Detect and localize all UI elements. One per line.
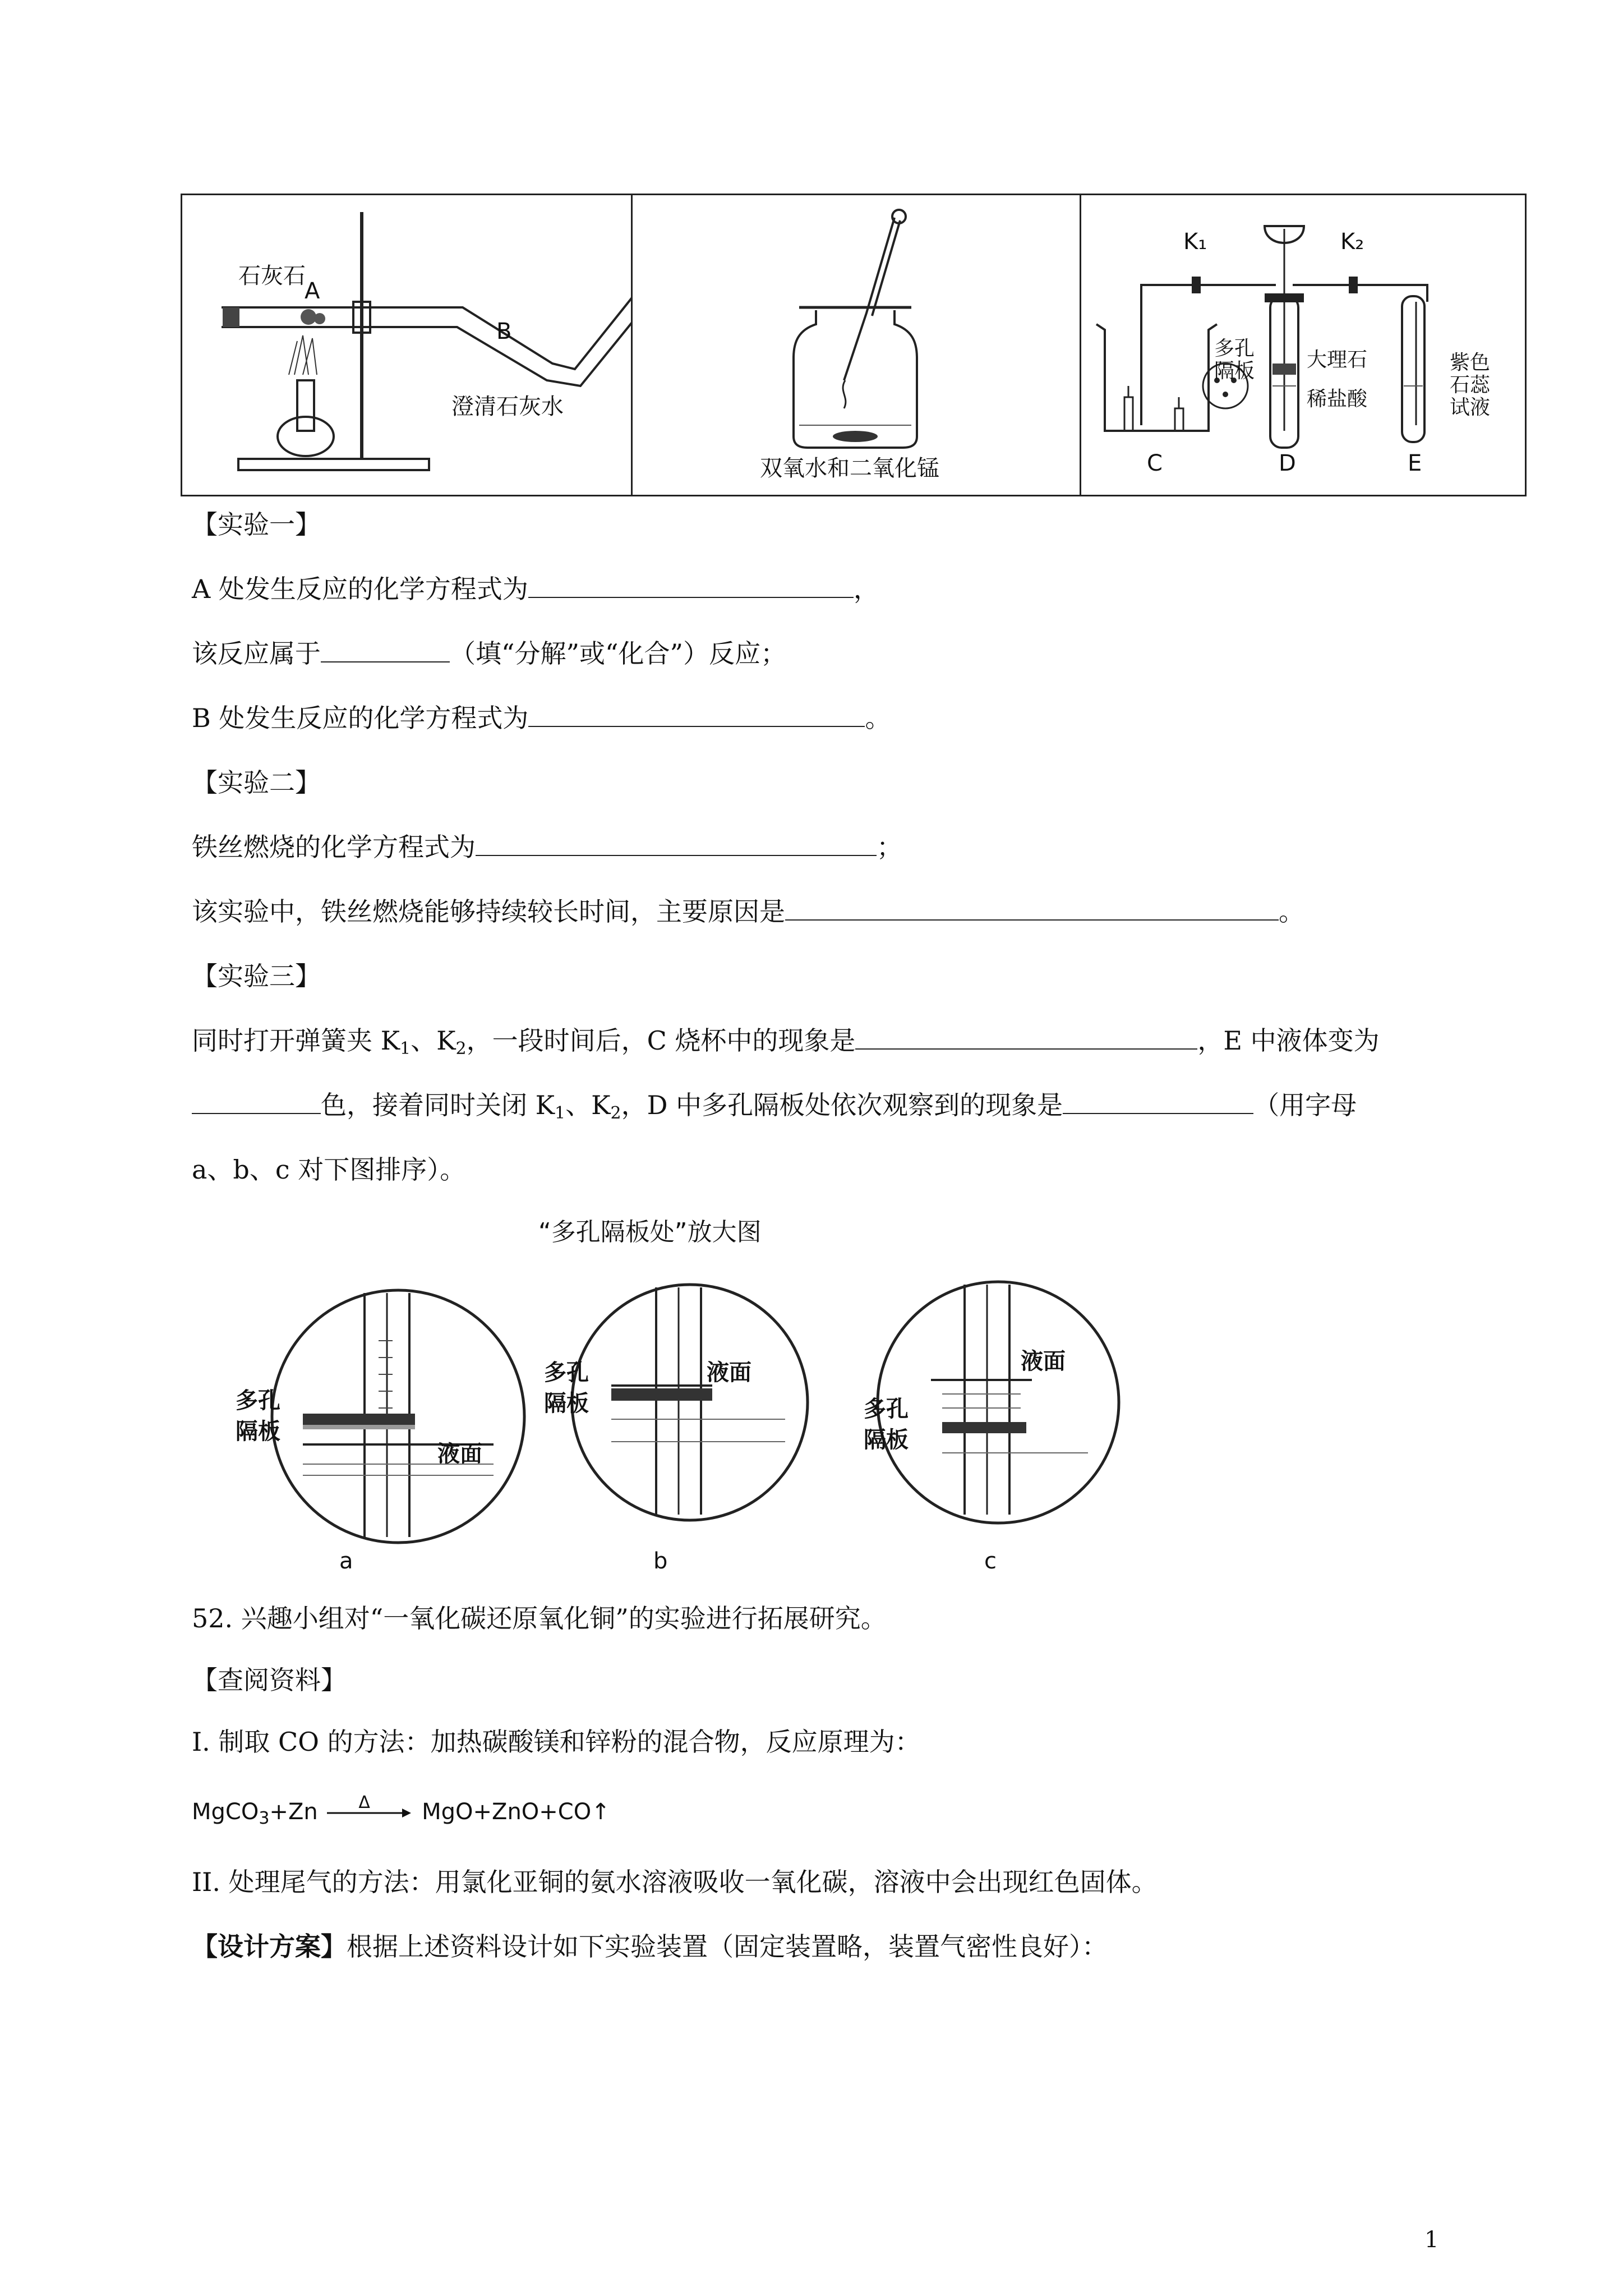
subscript: 1 [400, 1039, 411, 1059]
answer-blank[interactable] [1063, 1088, 1253, 1114]
q52-ref-heading: 【查阅资料】 [192, 1665, 347, 1695]
label-K2: K₂ [1340, 229, 1364, 255]
design-text: 根据上述资料设计如下实验装置（固定装置略，装置气密性良好）： [347, 1931, 1108, 1962]
co2-generation-apparatus [1080, 195, 1525, 495]
magnified-view-c [852, 1273, 1189, 1574]
q52-item-i: I. 制取 CO 的方法：加热碳酸镁和锌粉的混合物，反应原理为： [192, 1727, 921, 1757]
exp1-q3-punct: 。 [865, 703, 891, 733]
label-liquid-a: 液面 [437, 1441, 482, 1467]
text: 、K [565, 1090, 611, 1120]
equation-products: MgO+ZnO+CO↑ [422, 1799, 610, 1825]
label-porous-b-1: 多孔 [544, 1360, 589, 1386]
subscript: 3 [259, 1809, 270, 1828]
label-dilute-hcl: 稀盐酸 [1307, 388, 1368, 411]
exp1-q3-text: B 处发生反应的化学方程式为 [192, 703, 529, 733]
text: 同时打开弹簧夹 K [192, 1025, 400, 1056]
figure-panel-exp2 [631, 195, 1081, 495]
label-E: E [1408, 450, 1422, 476]
reaction-arrow [325, 1793, 414, 1824]
answer-blank[interactable] [855, 1024, 1197, 1050]
page-number: 1 [1424, 2227, 1439, 2253]
letter-c: c [984, 1548, 997, 1574]
exp2-q1 [192, 830, 902, 864]
text: ，E 中液体变为 [1197, 1025, 1380, 1056]
label-porous-c-2: 隔板 [864, 1427, 909, 1453]
answer-blank[interactable] [476, 830, 877, 856]
label-limewater: 澄清石灰水 [451, 394, 564, 420]
label-marble: 大理石 [1307, 348, 1368, 371]
subscript: 2 [610, 1103, 621, 1123]
label-liquid-b: 液面 [707, 1360, 751, 1386]
answer-blank[interactable] [528, 572, 854, 598]
iron-wire-burning-apparatus [631, 195, 1080, 495]
label-porous-b-2: 隔板 [544, 1391, 589, 1416]
exp3-line2 [192, 1088, 1357, 1130]
magnified-figure-title: “多孔隔板处”放大图 [538, 1218, 762, 1246]
answer-blank[interactable] [528, 701, 865, 727]
answer-blank[interactable] [785, 895, 1279, 921]
magnified-view-a [224, 1273, 572, 1574]
equation-reactant-2: +Zn [269, 1799, 318, 1825]
text: 、K [411, 1025, 456, 1056]
exp1-q1-punct: ， [853, 574, 879, 604]
text: ，一段时间后，C 烧杯中的现象是 [466, 1025, 856, 1056]
exp1-q2-text: 该反应属于 [192, 638, 321, 669]
porous-plate-diagram-b [538, 1273, 852, 1565]
exp2-q1-punct: ； [877, 832, 902, 862]
equation-reactant: MgCO [192, 1799, 259, 1825]
label-porous-a-1: 多孔 [236, 1388, 280, 1414]
exp1-q3 [192, 701, 891, 735]
label-h2o2-mno2: 双氧水和二氧化锰 [760, 455, 939, 481]
answer-blank[interactable] [321, 637, 450, 662]
heat-condition: Δ [358, 1793, 370, 1812]
label-litmus-3: 试液 [1450, 396, 1491, 419]
subscript: 2 [455, 1039, 467, 1059]
exp1-q1 [192, 572, 879, 606]
exp1-heading: 【实验一】 [192, 509, 321, 540]
text: （用字母 [1253, 1090, 1357, 1120]
arrow-icon [325, 1802, 414, 1824]
label-porous-plate-2: 隔板 [1214, 360, 1255, 383]
reaction-equation [192, 1795, 610, 1835]
magnified-view-b [538, 1273, 852, 1574]
exp3-line1 [192, 1024, 1380, 1066]
letter-a: a [339, 1548, 353, 1574]
answer-blank[interactable] [192, 1088, 321, 1114]
text: ，D 中多孔隔板处依次观察到的现象是 [621, 1090, 1063, 1120]
exp2-q2 [192, 895, 1304, 928]
label-K1: K₁ [1183, 229, 1207, 255]
label-litmus-1: 紫色 [1450, 351, 1491, 374]
subscript: 1 [555, 1103, 566, 1123]
exp2-heading: 【实验二】 [192, 767, 321, 798]
exp1-q2-tail: （填“分解”或“化合”）反应； [450, 638, 787, 669]
label-limestone: 石灰石 [238, 263, 306, 289]
label-porous-c-1: 多孔 [864, 1396, 909, 1422]
label-litmus-2: 石蕊 [1450, 374, 1491, 397]
figure-panel-exp3 [1080, 195, 1525, 495]
label-porous-plate-1: 多孔 [1214, 337, 1255, 360]
figure-panel-exp1 [182, 195, 633, 495]
label-liquid-c: 液面 [1021, 1349, 1066, 1374]
exp2-q1-text: 铁丝燃烧的化学方程式为 [192, 832, 476, 862]
exp2-q2-text: 该实验中，铁丝燃烧能够持续较长时间，主要原因是 [192, 896, 785, 927]
q52-design [192, 1930, 1108, 1963]
exp1-q2 [192, 637, 786, 670]
design-heading: 【设计方案】 [192, 1931, 347, 1962]
exp3-line3: a、b、c 对下图排序）。 [192, 1154, 466, 1185]
label-D: D [1279, 450, 1296, 476]
exp1-q1-text: A 处发生反应的化学方程式为 [192, 574, 528, 604]
label-porous-a-2: 隔板 [236, 1419, 280, 1444]
label-A: A [305, 278, 320, 304]
label-B: B [496, 319, 512, 344]
q52-item-ii: II. 处理尾气的方法：用氯化亚铜的氨水溶液吸收一氧化碳，溶液中会出现红色固体。 [192, 1867, 1158, 1897]
letter-b: b [653, 1548, 668, 1574]
exp2-q2-punct: 。 [1279, 896, 1304, 927]
q52-title: 52. 兴趣小组对“一氧化碳还原氧化铜”的实验进行拓展研究。 [192, 1603, 887, 1634]
label-C: C [1147, 450, 1163, 476]
exp3-heading: 【实验三】 [192, 961, 321, 991]
experiment-figure [181, 194, 1527, 496]
limestone-heating-apparatus [182, 195, 631, 495]
text: 色，接着同时关闭 K [321, 1090, 555, 1120]
